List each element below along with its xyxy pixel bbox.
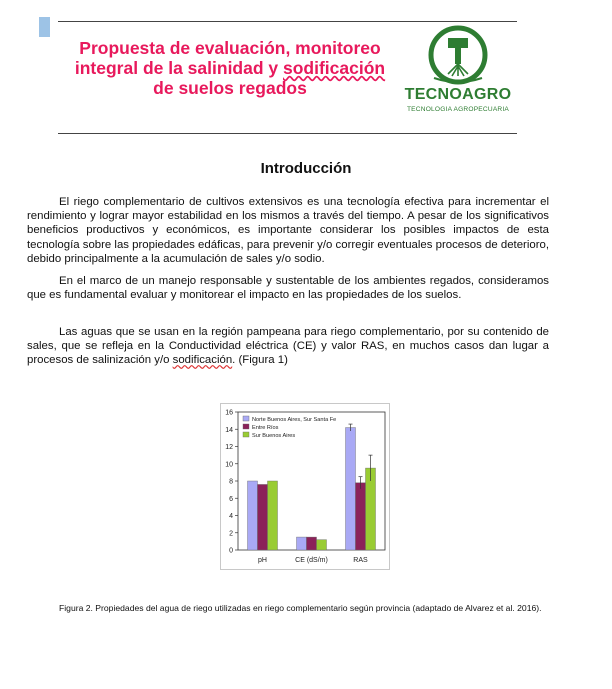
- paragraph-1: El riego complementario de cultivos extensivos es una tecnología efectiva para incrementar el rendimiento y lograr mayor estabilidad en los mismos a través del tiempo. A pesar de los significativos beneficios productivos y económicos, es importante considerar los posibles impactos de esta tecnología sobre las propiedades edáficas, para prevenir y/o corregir eventuales procesos de deterioro, debido principalmente a la acumulación de sales y/o sodio.: [27, 196, 549, 265]
- y-tick-label: 16: [225, 409, 233, 417]
- bar: [268, 481, 278, 550]
- bar: [258, 484, 268, 550]
- paragraph-3-text: Las aguas que se usan en la región pampeana para riego complementario, por su contenido de sales, que se refleja en la Conductividad eléctrica (CE) y valor RAS, en muchos casos dan lugar a procesos de salinización y/o: [27, 326, 549, 367]
- legend-entry: Norte Buenos Aires, Sur Santa Fe: [252, 417, 337, 423]
- legend-entry: Entre Ríos: [252, 425, 279, 431]
- y-tick-label: 10: [225, 461, 233, 469]
- x-category-label: RAS: [353, 557, 368, 564]
- y-tick-label: 0: [229, 547, 233, 555]
- legend-swatch: [243, 416, 249, 421]
- y-tick-label: 8: [229, 478, 233, 486]
- header-top-rule: [58, 21, 517, 22]
- y-tick-label: 4: [229, 513, 233, 520]
- document-title: [60, 38, 400, 98]
- y-tick-label: 2: [229, 530, 233, 538]
- title-line-1: Propuesta de evaluación, monitoreo: [79, 38, 381, 58]
- paragraph-3-end: . (Figura 1): [232, 354, 288, 367]
- figure-chart: [220, 403, 390, 570]
- tecnoagro-logo: [398, 24, 518, 124]
- title-line-3: de suelos regados: [153, 78, 307, 98]
- logo-name: TECNOAGRO: [404, 86, 512, 103]
- bar: [297, 537, 307, 550]
- title-line-2: integral de la salinidad y: [74, 58, 283, 78]
- legend-swatch: [243, 432, 249, 437]
- legend-entry: Sur Buenos Aires: [252, 433, 296, 439]
- logo-tagline: TECNOLOGIA AGROPECUARIA: [406, 106, 510, 113]
- paragraph-2: En el marco de un manejo responsable y sustentable de los ambientes regados, consideramos que es fundamental evaluar y monitorear el impacto en las propiedades de los suelos.: [27, 275, 549, 302]
- bar: [317, 540, 327, 550]
- legend-swatch: [243, 424, 249, 429]
- y-tick-label: 12: [225, 444, 233, 451]
- bar: [248, 481, 258, 550]
- y-tick-label: 14: [225, 426, 233, 434]
- x-category-label: pH: [258, 557, 267, 564]
- paragraph-3: [27, 325, 549, 368]
- bar: [346, 428, 356, 550]
- page-corner-marker: [39, 17, 50, 37]
- x-category-label: CE (dS/m): [295, 557, 328, 564]
- bar: [307, 537, 317, 550]
- bar-chart: [221, 404, 389, 569]
- y-tick-label: 6: [229, 495, 233, 503]
- tree-logo-icon: [398, 24, 518, 88]
- figure-caption: Figura 2. Propiedades del agua de riego utilizadas en riego complementario según provincia (adaptado de Alvarez et al. 2016).: [59, 603, 542, 613]
- section-heading: Introducción: [260, 160, 352, 177]
- spellcheck-flagged-word: sodificación: [172, 354, 233, 367]
- bar: [356, 483, 366, 550]
- title-underlined-word: sodificación: [283, 58, 386, 78]
- header-bottom-rule: [58, 133, 517, 134]
